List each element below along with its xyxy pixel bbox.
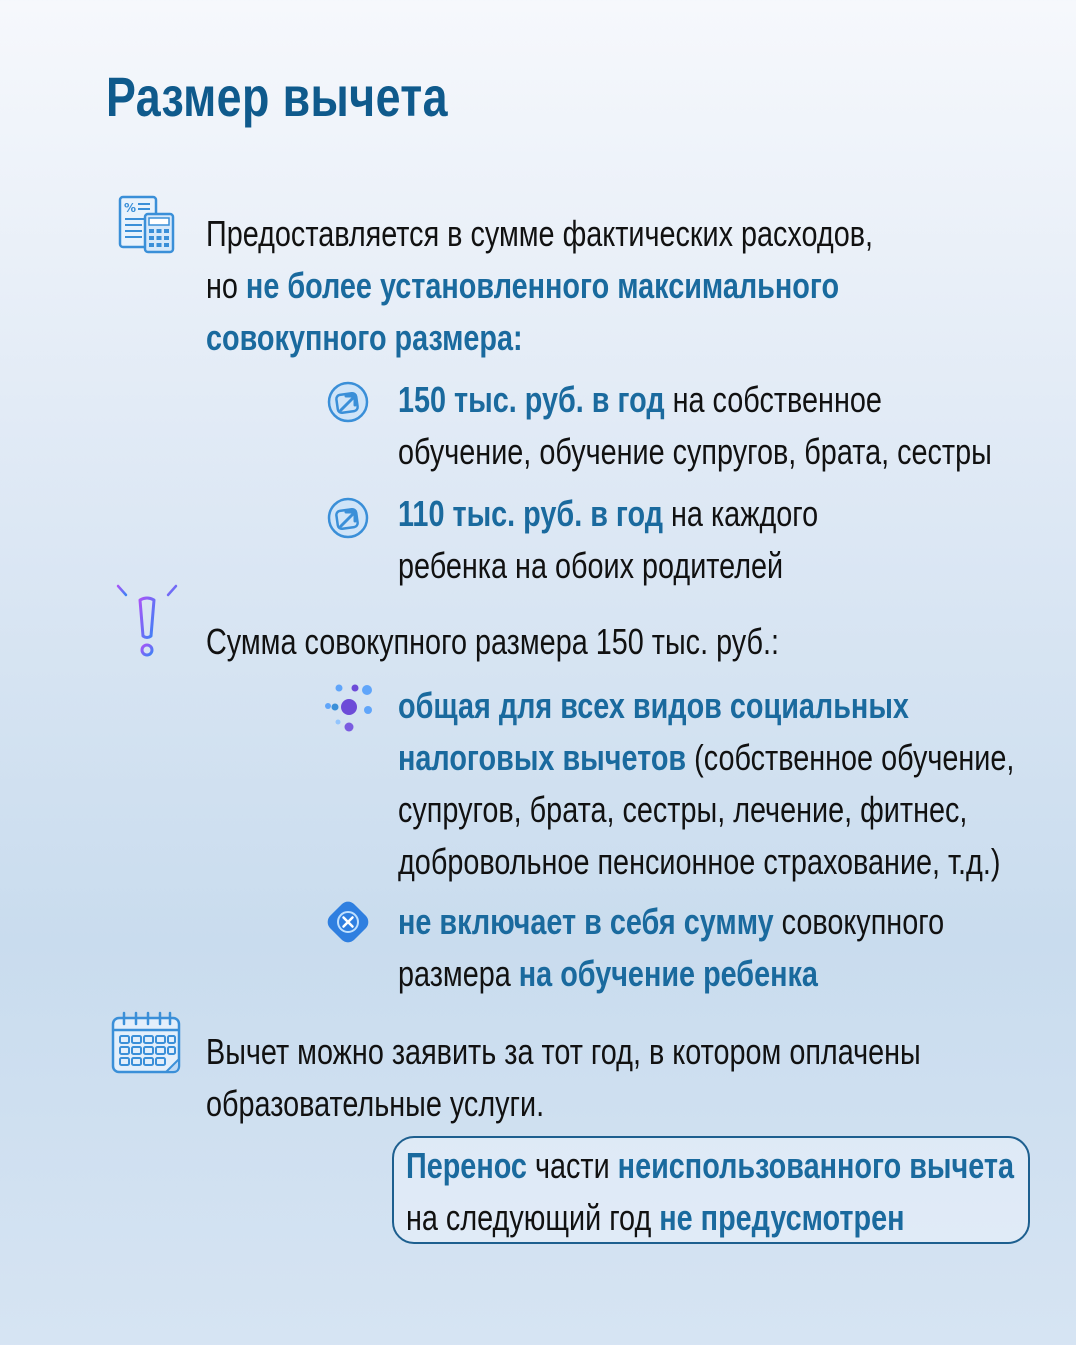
svg-text:%: % [124,201,137,215]
total-limit-heading: Сумма совокупного размера 150 тыс. руб.: [206,621,779,662]
exclamation-icon [104,576,190,660]
document-calculator-icon [116,194,178,256]
dots-cluster-icon [322,682,376,734]
page-title: Размер вычета [106,65,448,128]
limit-item-own-education: 150 тыс. руб. в год на собственное обучение, обучение супругов, брата, сестры [398,379,992,472]
carryover-note-text: Перенос части неиспользованного вычета на следующий год не предусмотрен [406,1145,1014,1238]
claim-year-text: Вычет можно заявить за тот год, в котором оплачены образовательные услуги. [206,1031,921,1124]
calendar-icon [110,1010,184,1076]
cross-badge-icon [322,896,374,948]
arrow-circle-icon [326,496,370,540]
limit-item-child-education: 110 тыс. руб. в год на каждого ребенка на обоих родителей [398,493,819,586]
deduction-description: Предоставляется в сумме фактических расходов, но не более установленного максимального совокупного размера: [206,213,874,358]
arrow-circle-icon [326,380,370,424]
detail-item-general: общая для всех видов социальных налоговых вычетов (собственное обучение, супругов, брата, сестры, лечение, фитнес, добровольное пенсионное страхование, т.д.) [398,685,1015,882]
detail-item-exclusion: не включает в себя сумму совокупного размера на обучение ребенка [398,901,945,994]
